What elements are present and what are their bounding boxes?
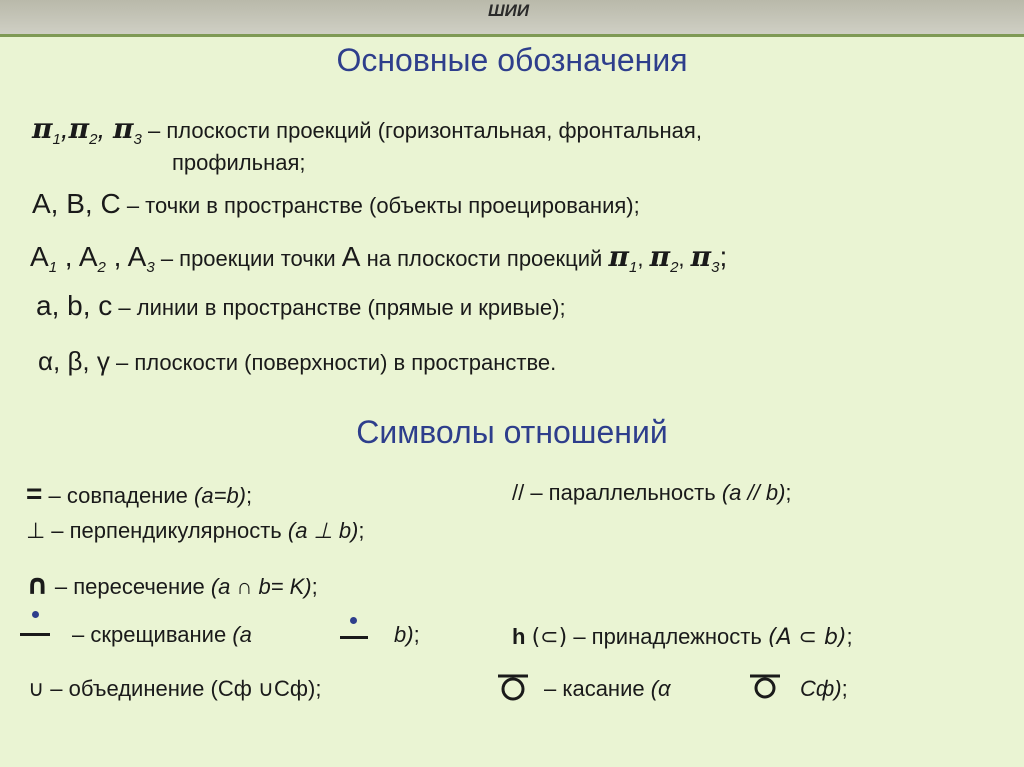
tangent-icon xyxy=(496,672,530,702)
perpendicular-row: ⊥ – перпендикулярность (a ⊥ b); xyxy=(26,518,365,544)
skew-icon-bar xyxy=(20,633,50,636)
points-row: A, B, C – точки в пространстве (объекты проецирования); xyxy=(32,188,640,219)
brand-label: ШИИ xyxy=(488,1,530,20)
section-title-notations: Основные обозначения xyxy=(336,42,688,78)
perpendicular-icon: ⊥ xyxy=(26,519,46,544)
parallel-row: // – параллельность (a // b); xyxy=(512,480,792,505)
tangent-row-end: Сф); xyxy=(800,676,848,701)
skew-icon-dot xyxy=(32,611,39,618)
planes-row: α, β, γ – плоскости (поверхности) в пространстве. xyxy=(38,346,557,376)
union-icon: ∪ xyxy=(28,677,45,702)
section-title-relations: Символы отношений xyxy=(356,414,668,450)
pi-planes-text-cont: профильная; xyxy=(172,150,306,175)
coincide-row: = – совпадение (a=b); xyxy=(26,478,253,509)
tangent-example-icon xyxy=(748,672,782,702)
skew-row: – скрещивание (a xyxy=(72,622,252,647)
belong-row: h (⊂) – принадлежность (A ⊂ b); xyxy=(512,624,853,650)
intersection-icon: ∩ xyxy=(26,568,49,601)
equals-icon: = xyxy=(26,478,43,509)
projections-row: $A_1$ , $A_2$ , $A_3$ – проекции точки A на плоскости проекций $\pi_1$, $\pi_2$, $\pi_3$; xyxy=(30,240,728,276)
skew-row-end: b); xyxy=(394,622,420,647)
header-divider xyxy=(0,34,1024,37)
pi-planes-text: – плоскости проекций (горизонтальная, фронтальная, xyxy=(148,118,702,143)
belong-icon: h xyxy=(512,624,526,649)
skew-example-dot xyxy=(350,617,357,624)
skew-example-bar xyxy=(340,636,368,639)
pi-planes-row: $\pi_1,\pi_2$, $\pi_3$ – плоскости проекций (горизонтальная, фронтальная, xyxy=(32,112,702,148)
intersection-row: ∩ – пересечение (a ∩ b= K); xyxy=(26,568,318,601)
lines-row: a, b, c – линии в пространстве (прямые и кривые); xyxy=(36,290,566,321)
union-row: ∪ – объединение (Сф ∪Сф); xyxy=(28,676,322,702)
tangent-row: – касание (α xyxy=(544,676,671,701)
